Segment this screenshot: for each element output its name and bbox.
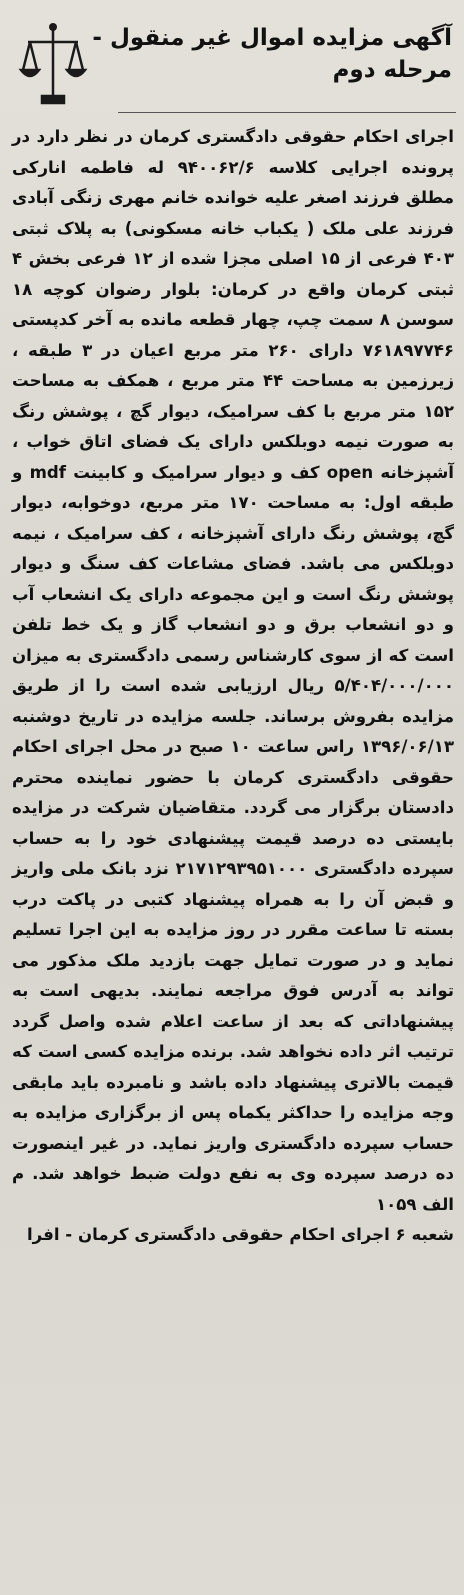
notice-header — [8, 8, 456, 120]
title-line-2: مرحله دوم — [332, 57, 452, 83]
notice-title — [92, 22, 452, 86]
notice-body — [12, 122, 454, 1251]
notice-signature: شعبه ۶ اجرای احکام حقوقی دادگستری کرمان - افرا — [26, 1225, 454, 1244]
scales-of-justice-icon — [18, 18, 88, 108]
notice-text: اجرای احکام حقوقی دادگستری کرمان در نظر دارد در پرونده اجرایی کلاسه ۹۴۰۰۶۲/۶ له فاطمه انارکی مطلق فرزند اصغر علیه خوانده خانم مهری زنگی آبادی فرزند علی ملک ( یکباب خانه مسکونی) به پلاک ثبتی ۴۰۳ فرعی از ۱۵ اصلی مجزا شده از ۱۲ فرعی بخش ۴ ثبتی کرمان واقع در کرمان: بلوار رضوان کوچه ۱۸ سوسن ۸ سمت چپ، چهار قطعه مانده به آخر کدپستی ۷۶۱۸۹۷۷۴۶ دارای ۲۶۰ متر مربع اعیان در ۳ طبقه ، زیرزمین به مساحت ۴۴ متر مربع ، همکف به مساحت ۱۵۲ متر مربع با کف سرامیک، دیوار گچ ، پوشش رنگ به صورت نیمه دوبلکس دارای یک فضای اتاق خواب ، آشپزخانه open کف و دیوار سرامیک و کابینت mdf و طبقه اول: به مساحت ۱۷۰ متر مربع، دوخوابه، دیوار گچ، پوشش رنگ دارای آشپزخانه ، کف سرامیک ، نیمه دوبلکس می باشد. فضای مشاعات کف سنگ و دیوار پوشش رنگ است و این مجموعه دارای یک انشعاب آب و دو انشعاب برق و دو انشعاب گاز و یک خط تلفن است که از سوی کارشناس رسمی دادگستری به میزان ۵/۴۰۴/۰۰۰/۰۰۰ ریال ارزیابی شده است را از طریق مزایده بفروش برساند. جلسه مزایده در تاریخ دوشنبه ۱۳۹۶/۰۶/۱۳ راس ساعت ۱۰ صبح در محل اجرای احکام حقوقی دادگستری کرمان با حضور نماینده محترم دادستان برگزار می گردد. متقاضیان شرکت در مزایده بایستی ده درصد قیمت پیشنهادی خود را به حساب سپرده دادگستری ۲۱۷۱۲۹۳۹۵۱۰۰۰ نزد بانک ملی واریز و قبض آن را به همراه پیشنهاد کتبی در پاکت درب بسته تا ساعت مقرر در روز مزایده به این اجرا تسلیم نماید و در صورت تمایل جهت بازدید ملک مذکور می تواند به آدرس فوق مراجعه نمایند. بدیهی است به پیشنهاداتی که بعد از ساعت اعلام شده واصل گردد ترتیب اثر داده نخواهد شد. برنده مزایده کسی است که قیمت بالاتری پیشنهاد داده باشد و نامبرده باید مابقی وجه مزایده را حداکثر یکماه پس از برگزاری مزایده به حساب سپرده دادگستری واریز نماید. در غیر اینصورت ده درصد سپرده وی به نفع دولت ضبط خواهد شد. م الف ۱۰۵۹ — [12, 127, 454, 1214]
title-line-1: آگهی مزایده اموال غیر منقول - — [92, 25, 452, 51]
header-divider — [118, 112, 456, 113]
